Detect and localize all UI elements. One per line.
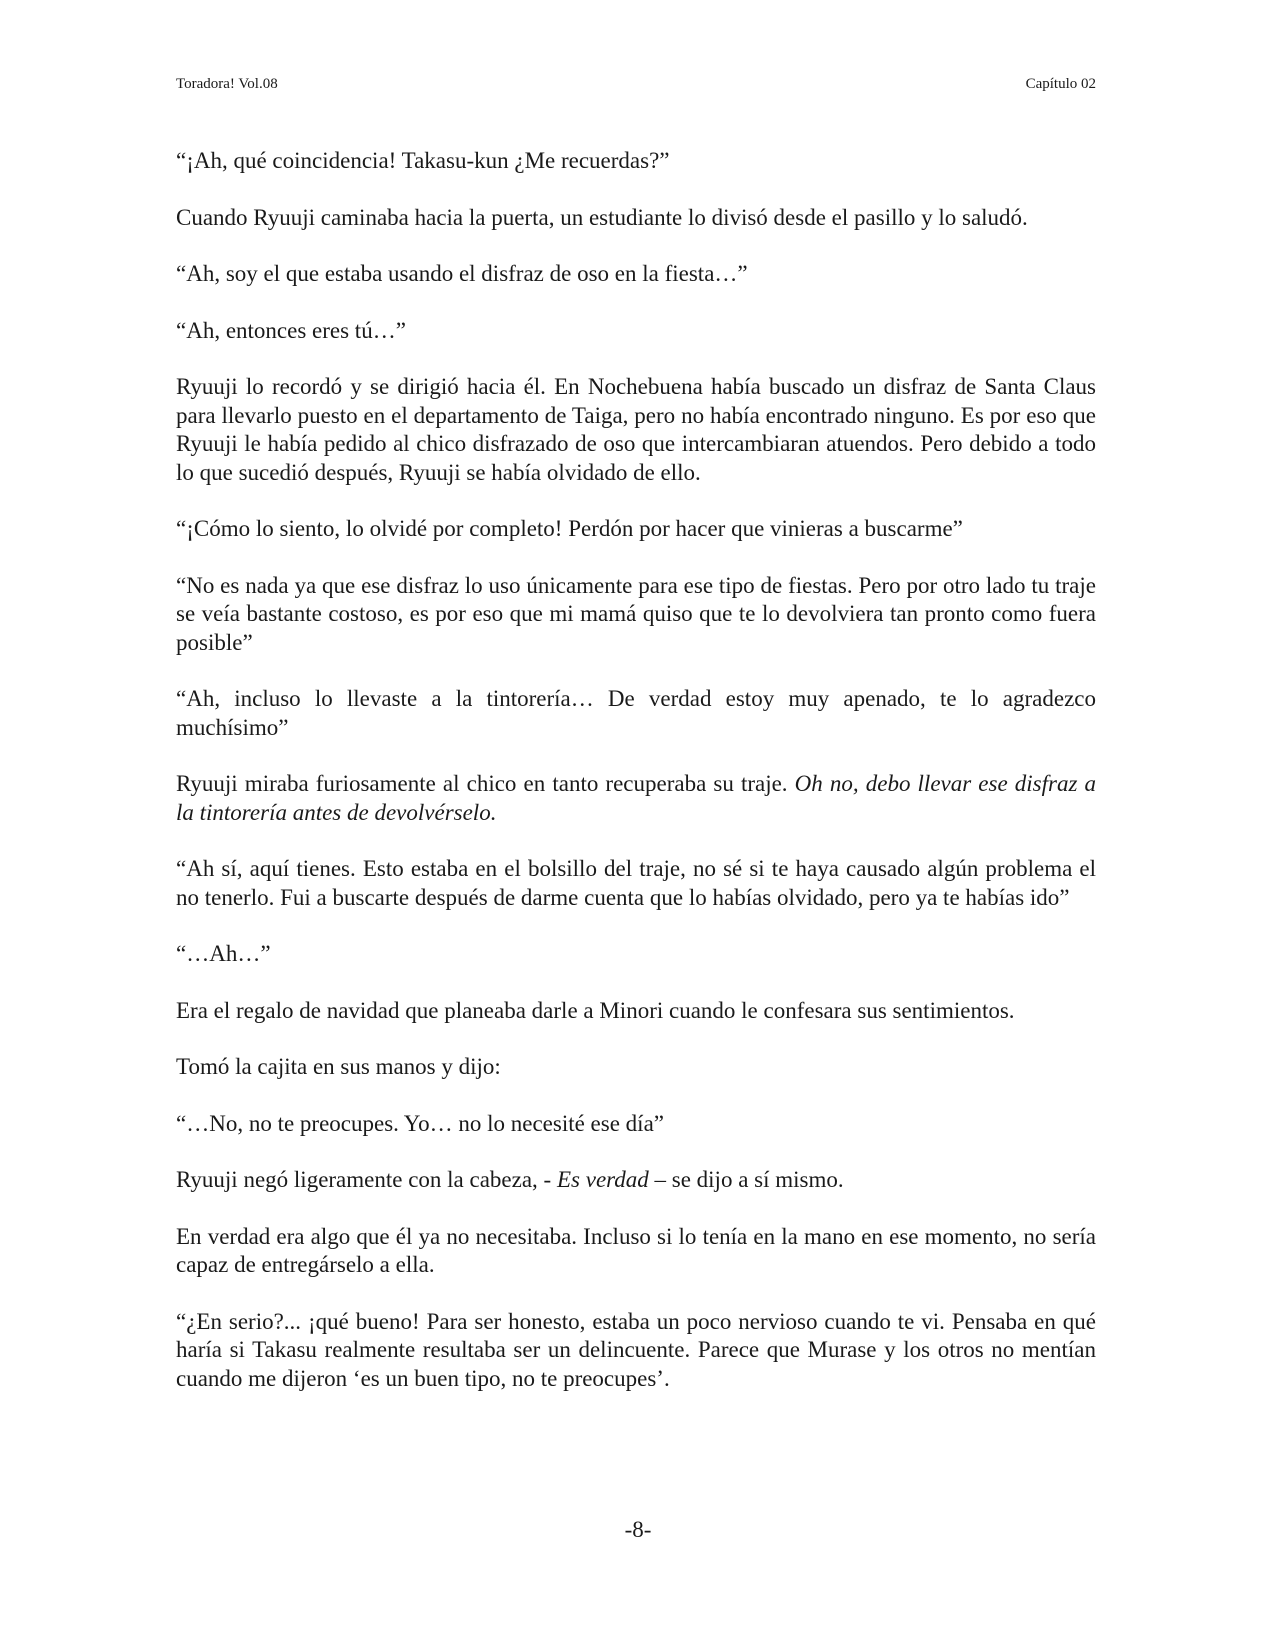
paragraph-15-text-a: Ryuuji negó ligeramente con la cabeza, - <box>176 1167 557 1192</box>
paragraph-4: “Ah, entonces eres tú…” <box>176 317 406 343</box>
paragraph-15 <box>176 1166 1096 1195</box>
paragraph-11: “…Ah…” <box>176 941 271 966</box>
paragraph-12: Era el regalo de navidad que planeaba darle a Minori cuando le confesara sus sentimientos. <box>176 997 1015 1023</box>
book-title: Toradora! Vol.08 <box>176 76 278 92</box>
paragraph-13: Tomó la cajita en sus manos y dijo: <box>176 1054 501 1079</box>
paragraph-9-italic-thought: Oh no, debo llevar ese disfraz a la tintorería antes de devolvérselo. <box>176 771 1096 825</box>
paragraph-9-text: Ryuuji miraba furiosamente al chico en tanto recuperaba su traje. <box>176 771 795 796</box>
paragraph-3: “Ah, soy el que estaba usando el disfraz de oso en la fiesta…” <box>176 261 748 286</box>
paragraph-1: “¡Ah, qué coincidencia! Takasu-kun ¿Me recuerdas?” <box>176 148 670 173</box>
paragraph-16: En verdad era algo que él ya no necesitaba. Incluso si lo tenía en la mano en ese momento, no sería capaz de entregárselo a ella. <box>176 1223 1096 1277</box>
page-header <box>176 72 1096 96</box>
page-body <box>176 147 1096 1421</box>
paragraph-6: “¡Cómo lo siento, lo olvidé por completo! Perdón por hacer que vinieras a buscarme” <box>176 516 963 541</box>
paragraph-15-text-b: – se dijo a sí mismo. <box>648 1167 844 1192</box>
page-number: -8- <box>624 1517 652 1542</box>
paragraph-7: “No es nada ya que ese disfraz lo uso únicamente para ese tipo de fiestas. Pero por otro lado tu traje se veía bastante costoso, es por eso que mi mamá quiso que te lo devolviera tan pronto como fuera posible” <box>176 572 1096 655</box>
paragraph-17: “¿En serio?... ¡qué bueno! Para ser honesto, estaba un poco nervioso cuando te vi. Pensaba en qué haría si Takasu realmente resultaba ser un delincuente. Parece que Murase y los otros no mentían cuando me dijeron ‘es un buen tipo, no te preocupes’. <box>176 1308 1096 1391</box>
paragraph-10: “Ah sí, aquí tienes. Esto estaba en el bolsillo del traje, no sé si te haya causado algún problema el no tenerlo. Fui a buscarte después de darme cuenta que lo habías olvidado, pero ya te habías ido” <box>176 856 1096 910</box>
paragraph-14: “…No, no te preocupes. Yo… no lo necesité ese día” <box>176 1110 664 1136</box>
paragraph-9 <box>176 770 1096 827</box>
chapter-label: Capítulo 02 <box>1025 76 1096 92</box>
paragraph-15-italic: Es verdad <box>556 1167 649 1192</box>
paragraph-5: Ryuuji lo recordó y se dirigió hacia él. En Nochebuena había buscado un disfraz de Santa Claus para llevarlo puesto en el departamento de Taiga, pero no había encontrado ninguno. Es por eso que Ryuuji le había pedido al chico disfrazado de oso que intercambiaran atuendos. Pero debido a todo lo que sucedió después, Ryuuji se había olvidado de ello. <box>176 374 1096 485</box>
paragraph-8: “Ah, incluso lo llevaste a la tintorería… De verdad estoy muy apenado, te lo agradezco muchísimo” <box>176 686 1096 740</box>
paragraph-2: Cuando Ryuuji caminaba hacia la puerta, un estudiante lo divisó desde el pasillo y lo saludó. <box>176 204 1028 230</box>
